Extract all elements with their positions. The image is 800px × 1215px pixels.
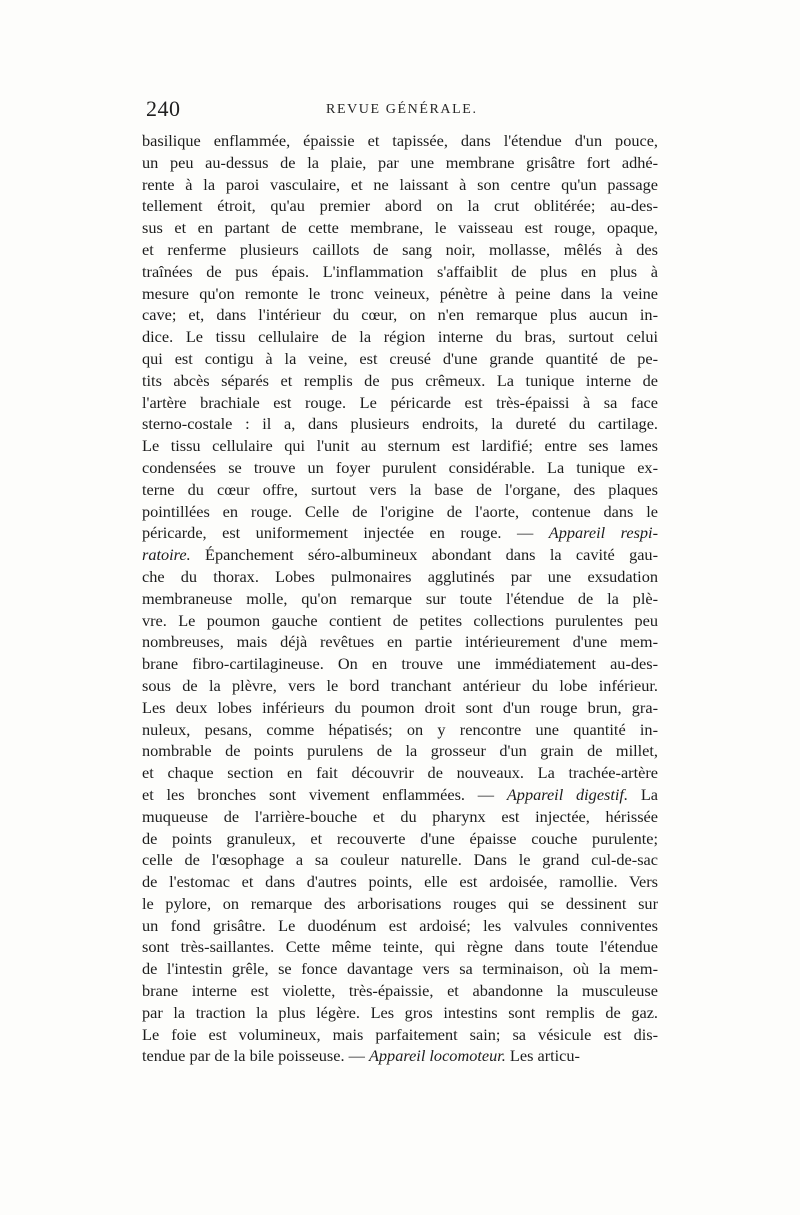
text-line [142, 915, 658, 937]
text-line [142, 893, 658, 915]
text-line [142, 326, 658, 348]
text-run: de l'intestin grêle, se fonce davantage vers sa terminaison, où la mem- [142, 959, 658, 979]
text-line [142, 719, 658, 741]
text-line [142, 1024, 658, 1046]
text-line [142, 828, 658, 850]
text-line [142, 522, 658, 544]
text-line [142, 283, 658, 305]
text-line [142, 1045, 658, 1067]
italic-section-heading: Appareil locomoteur. [368, 1046, 506, 1066]
text-run: membraneuse molle, qu'on remarque sur toute l'étendue de la plè- [142, 588, 658, 608]
text-run: péricarde, est uniformement injectée en rouge. — [142, 523, 549, 543]
text-line [142, 675, 658, 697]
text-run: qui est contigu à la veine, est creusé d'une grande quantité de pe- [142, 348, 658, 368]
text-line [142, 697, 658, 719]
text-run: brane fibro-cartilagineuse. On en trouve une immédiatement au-des- [142, 654, 658, 674]
running-title: REVUE GÉNÉRALE. [326, 102, 478, 117]
text-line [142, 544, 658, 566]
text-run: vre. Le poumon gauche contient de petites collections purulentes peu [142, 610, 658, 630]
text-run: mesure qu'on remonte le tronc veineux, pénètre à peine dans la veine [142, 283, 658, 303]
text-run: l'artère brachiale est rouge. Le péricarde est très-épaissi à sa face [142, 392, 658, 412]
text-run: Épanchement séro-albumineux abondant dans la cavité gau- [190, 545, 658, 565]
text-line [142, 958, 658, 980]
text-run: Le tissu cellulaire qui l'unit au sternum est lardifié; entre ses lames [142, 436, 658, 456]
text-line [142, 501, 658, 523]
text-run: pointillées en rouge. Celle de l'origine de l'aorte, contenue dans le [142, 501, 658, 521]
text-line [142, 610, 658, 632]
text-run: de points granuleux, et recouverte d'une épaisse couche purulente; [142, 828, 658, 848]
page-number: 240 [146, 96, 181, 121]
text-run: par la traction la plus légère. Les gros intestins sont remplis de gaz. [142, 1002, 658, 1022]
text-line [142, 740, 658, 762]
text-run: et renferme plusieurs caillots de sang noir, mollasse, mêlés à des [142, 239, 658, 259]
text-run: che du thorax. Lobes pulmonaires agglutinés par une exsudation [142, 566, 658, 586]
text-run: condensées se trouve un foyer purulent considérable. La tunique ex- [142, 457, 658, 477]
text-run: un peu au-dessus de la plaie, par une membrane grisâtre fort adhé- [142, 152, 658, 172]
text-run: dice. Le tissu cellulaire de la région interne du bras, surtout celui [142, 327, 658, 347]
text-run: le pylore, on remarque des arborisations rouges qui se dessinent sur [142, 893, 658, 913]
italic-section-heading: Appareil respi- [548, 523, 658, 543]
text-run: nombreuses, mais déjà revêtues en partie intérieurement d'une mem- [142, 632, 658, 652]
text-run: Le foie est volumineux, mais parfaitement sain; sa vésicule est dis- [142, 1024, 658, 1044]
text-line [142, 784, 658, 806]
text-run: Les deux lobes inférieurs du poumon droit sont d'un rouge brun, gra- [142, 697, 658, 717]
text-line [142, 261, 658, 283]
text-line [142, 653, 658, 675]
text-line [142, 457, 658, 479]
text-line [142, 936, 658, 958]
text-line [142, 239, 658, 261]
text-line [142, 435, 658, 457]
text-run: rente à la paroi vasculaire, et ne laissant à son centre qu'un passage [142, 174, 658, 194]
text-line [142, 195, 658, 217]
text-run: et chaque section en fait découvrir de nouveaux. La trachée-artère [142, 763, 658, 783]
text-line [142, 566, 658, 588]
text-line [142, 762, 658, 784]
text-run: nombrable de points purulens de la grosseur d'un grain de millet, [142, 741, 658, 761]
text-line [142, 1002, 658, 1024]
text-run: traînées de pus épais. L'inflammation s'affaiblit de plus en plus à [142, 261, 658, 281]
text-line [142, 980, 658, 1002]
text-run: sont très-saillantes. Cette même teinte, qui règne dans toute l'étendue [142, 937, 658, 957]
text-line [142, 479, 658, 501]
text-line [142, 413, 658, 435]
italic-section-heading: Appareil digestif. [506, 784, 629, 804]
text-line [142, 370, 658, 392]
running-head [146, 96, 656, 126]
text-run: cave; et, dans l'intérieur du cœur, on n'en remarque plus aucun in- [142, 305, 658, 325]
text-line [142, 392, 658, 414]
text-line [142, 806, 658, 828]
text-run: terne du cœur offre, surtout vers la base de l'organe, des plaques [142, 479, 658, 499]
text-line [142, 871, 658, 893]
text-run: celle de l'œsophage a sa couleur naturelle. Dans le grand cul-de-sac [142, 850, 658, 870]
text-line [142, 130, 658, 152]
text-run: un fond grisâtre. Le duodénum est ardoisé; les valvules conniventes [142, 915, 658, 935]
text-run: muqueuse de l'arrière-bouche et du pharynx est injectée, hérissée [142, 806, 658, 826]
text-run: tits abcès séparés et remplis de pus crêmeux. La tunique interne de [142, 370, 658, 390]
text-run: tendue par de la bile poisseuse. — [142, 1046, 369, 1066]
text-run: Les articu- [505, 1046, 580, 1066]
text-line [142, 348, 658, 370]
text-run: et les bronches sont vivement enflammées. — [142, 784, 507, 804]
text-line [142, 217, 658, 239]
text-line [142, 174, 658, 196]
text-line [142, 631, 658, 653]
text-run: de l'estomac et dans d'autres points, elle est ardoisée, ramollie. Vers [142, 872, 658, 892]
italic-section-heading: ratoire. [142, 545, 191, 565]
text-run: brane interne est violette, très-épaissie, et abandonne la musculeuse [142, 981, 658, 1001]
text-line [142, 849, 658, 871]
text-run: sous de la plèvre, vers le bord tranchant antérieur du lobe inférieur. [142, 675, 658, 695]
text-line [142, 304, 658, 326]
text-run: tellement étroit, qu'au premier abord on la crut oblitérée; au-des- [142, 196, 658, 216]
text-run: La [628, 784, 658, 804]
text-line [142, 588, 658, 610]
text-run: nuleux, pesans, comme hépatisés; on y rencontre une quantité in- [142, 719, 658, 739]
body-text [142, 130, 658, 1067]
text-line [142, 152, 658, 174]
text-run: basilique enflammée, épaissie et tapissée, dans l'étendue d'un pouce, [142, 131, 658, 150]
text-run: sterno-costale : il a, dans plusieurs endroits, la dureté du cartilage. [142, 414, 658, 434]
text-run: sus et en partant de cette membrane, le vaisseau est rouge, opaque, [142, 218, 658, 238]
